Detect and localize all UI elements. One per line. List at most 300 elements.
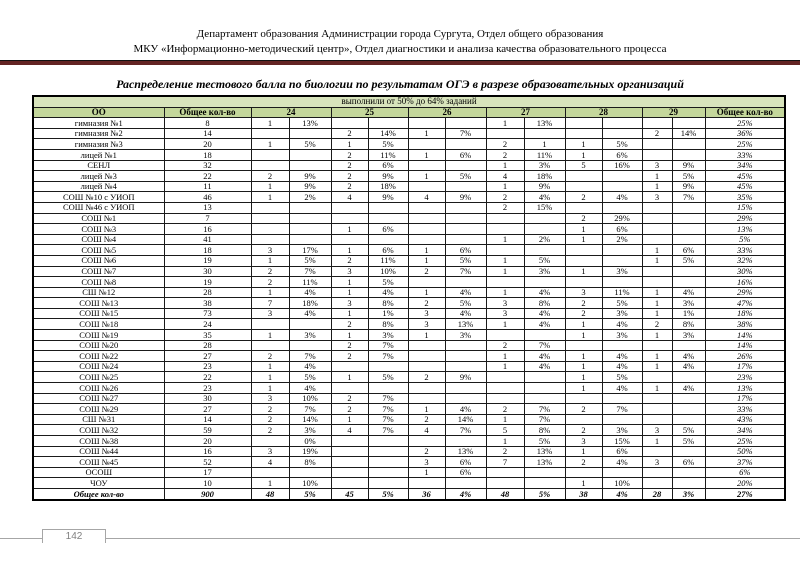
score-cell (251, 467, 289, 478)
score-cell (602, 255, 642, 266)
score-cell: 14% (672, 128, 705, 139)
score-cell (642, 118, 672, 129)
total-count: 13 (164, 202, 251, 213)
score-cell: 2 (565, 308, 602, 319)
score-cell: 5% (289, 488, 331, 499)
total-count: 17 (164, 467, 251, 478)
score-cell: 1 (642, 287, 672, 298)
score-cell: 2 (251, 171, 289, 182)
score-cell: 1 (408, 467, 445, 478)
score-cell: 2 (331, 340, 368, 351)
total-count: 59 (164, 425, 251, 436)
score-cell: 4% (289, 308, 331, 319)
total-count: 27 (164, 404, 251, 415)
score-cell: 7% (445, 425, 486, 436)
score-cell: 3 (408, 457, 445, 468)
total-percent: 25% (705, 118, 785, 129)
score-cell: 5% (289, 372, 331, 383)
score-cell (524, 467, 565, 478)
total-percent: 20% (705, 478, 785, 489)
score-cell (445, 436, 486, 447)
score-cell (486, 330, 524, 341)
score-cell (251, 149, 289, 160)
table-row (33, 340, 785, 351)
score-cell: 1 (642, 181, 672, 192)
score-cell: 28 (642, 488, 672, 499)
table-row (33, 436, 785, 447)
score-cell: 1 (251, 139, 289, 150)
total-count: 23 (164, 383, 251, 394)
score-cell: 13% (524, 446, 565, 457)
score-cell (445, 224, 486, 235)
school-name: СОШ №18 (33, 319, 164, 330)
score-cell: 2 (331, 171, 368, 182)
score-cell: 1 (524, 139, 565, 150)
score-cell: 2 (486, 149, 524, 160)
score-cell (486, 372, 524, 383)
total-count: 8 (164, 118, 251, 129)
score-cell (672, 266, 705, 277)
total-count: 11 (164, 181, 251, 192)
score-cell: 1 (642, 361, 672, 372)
score-cell: 4% (672, 361, 705, 372)
header-line-2: МКУ «Информационно-методический центр», Отдел диагностики и анализа качества образовательного процесса (133, 43, 667, 55)
school-name: СОШ №26 (33, 383, 164, 394)
report-title: Распределение тестового балла по биологии по результатам ОГЭ в разрезе образовательных организаций (116, 77, 684, 91)
score-cell: 2% (524, 234, 565, 245)
score-cell (524, 213, 565, 224)
table-row (33, 181, 785, 192)
score-cell: 1 (331, 308, 368, 319)
score-cell: 2 (251, 277, 289, 288)
score-cell: 3% (602, 308, 642, 319)
score-cell: 5% (445, 255, 486, 266)
score-cell: 2 (331, 404, 368, 415)
score-cell: 4% (672, 351, 705, 362)
score-cell: 4% (602, 319, 642, 330)
total-percent: 27% (705, 488, 785, 499)
total-percent: 13% (705, 383, 785, 394)
score-cell (486, 245, 524, 256)
school-name: СЕНЛ (33, 160, 164, 171)
score-cell: 6% (602, 224, 642, 235)
score-cell: 1 (251, 383, 289, 394)
score-cell: 7% (672, 192, 705, 203)
score-cell (672, 213, 705, 224)
total-count: 30 (164, 393, 251, 404)
total-percent: 30% (705, 266, 785, 277)
score-cell (565, 128, 602, 139)
table-row (33, 234, 785, 245)
score-cell: 9% (289, 181, 331, 192)
score-cell (408, 478, 445, 489)
score-cell (368, 436, 408, 447)
table-row (33, 478, 785, 489)
score-cell: 2 (331, 128, 368, 139)
score-cell (602, 414, 642, 425)
score-cell: 2 (642, 319, 672, 330)
score-cell: 9% (445, 372, 486, 383)
school-name: лицей №4 (33, 181, 164, 192)
score-cell: 5% (524, 436, 565, 447)
score-cell (602, 245, 642, 256)
score-cell: 5% (289, 255, 331, 266)
score-cell (368, 361, 408, 372)
score-cell (445, 340, 486, 351)
school-name: СОШ №27 (33, 393, 164, 404)
school-name: СОШ №38 (33, 436, 164, 447)
score-cell (642, 202, 672, 213)
score-cell: 2 (331, 181, 368, 192)
column-header-29: 29 (642, 107, 705, 118)
score-cell: 4 (408, 425, 445, 436)
total-count: 27 (164, 351, 251, 362)
score-cell: 1 (642, 298, 672, 309)
score-cell: 2 (251, 404, 289, 415)
score-cell: 3 (251, 446, 289, 457)
score-cell: 7% (445, 266, 486, 277)
score-cell: 1 (251, 372, 289, 383)
score-cell (672, 224, 705, 235)
score-cell (672, 372, 705, 383)
score-cell: 4% (524, 351, 565, 362)
school-name: СОШ №3 (33, 224, 164, 235)
results-table (32, 95, 786, 501)
score-cell: 3 (331, 298, 368, 309)
score-cell: 3% (368, 330, 408, 341)
score-cell: 4% (602, 383, 642, 394)
score-cell (602, 171, 642, 182)
score-cell: 5% (368, 372, 408, 383)
score-cell: 2 (331, 160, 368, 171)
score-cell (289, 128, 331, 139)
score-cell: 1% (672, 308, 705, 319)
total-percent: 29% (705, 213, 785, 224)
school-name: СОШ №22 (33, 351, 164, 362)
score-cell: 2 (331, 149, 368, 160)
table-row (33, 404, 785, 415)
score-cell: 6% (445, 467, 486, 478)
score-cell: 15% (602, 436, 642, 447)
table-row (33, 330, 785, 341)
score-cell: 3 (642, 457, 672, 468)
table-row (33, 149, 785, 160)
table-row (33, 171, 785, 182)
score-cell (331, 361, 368, 372)
table-row (33, 488, 785, 499)
score-cell: 2 (331, 393, 368, 404)
score-cell: 7% (289, 404, 331, 415)
score-cell: 3 (642, 192, 672, 203)
score-cell (524, 393, 565, 404)
school-name: СОШ №45 (33, 457, 164, 468)
score-cell (408, 213, 445, 224)
table-row (33, 139, 785, 150)
score-cell: 9% (524, 181, 565, 192)
table-row (33, 287, 785, 298)
score-cell (408, 361, 445, 372)
total-count: 32 (164, 160, 251, 171)
score-cell: 5% (602, 298, 642, 309)
score-cell: 1 (565, 383, 602, 394)
score-cell: 2 (251, 351, 289, 362)
table-row (33, 160, 785, 171)
score-cell (408, 160, 445, 171)
score-cell: 5% (445, 298, 486, 309)
score-cell: 1 (642, 330, 672, 341)
score-cell (524, 128, 565, 139)
score-cell: 3 (642, 425, 672, 436)
total-count: 73 (164, 308, 251, 319)
total-percent: 38% (705, 319, 785, 330)
footer-rule (0, 538, 800, 539)
score-cell: 1 (331, 277, 368, 288)
score-cell (289, 467, 331, 478)
score-cell: 6% (445, 245, 486, 256)
score-cell: 4 (251, 457, 289, 468)
score-cell (565, 245, 602, 256)
score-cell: 1 (565, 330, 602, 341)
total-percent: 25% (705, 139, 785, 150)
school-name: СОШ №10 с УИОП (33, 192, 164, 203)
score-cell: 13% (289, 118, 331, 129)
column-header-total-pct: Общее кол-во (705, 107, 785, 118)
score-cell: 3% (602, 330, 642, 341)
score-cell (445, 139, 486, 150)
score-cell: 4% (445, 404, 486, 415)
score-cell: 5% (672, 255, 705, 266)
score-cell: 2 (408, 446, 445, 457)
score-cell (642, 139, 672, 150)
score-cell (445, 202, 486, 213)
score-cell: 6% (672, 245, 705, 256)
score-cell (408, 181, 445, 192)
total-count: 35 (164, 330, 251, 341)
score-cell: 1 (331, 245, 368, 256)
score-cell: 1 (486, 255, 524, 266)
score-cell (445, 234, 486, 245)
score-cell: 1 (642, 436, 672, 447)
score-cell (289, 234, 331, 245)
score-cell (602, 181, 642, 192)
score-cell: 15% (524, 202, 565, 213)
table-row (33, 202, 785, 213)
score-cell: 1 (642, 255, 672, 266)
score-cell: 5 (565, 160, 602, 171)
score-cell: 1 (251, 255, 289, 266)
score-cell: 8% (524, 298, 565, 309)
score-cell: 6% (445, 457, 486, 468)
score-cell: 7% (368, 404, 408, 415)
score-cell (672, 446, 705, 457)
table-row (33, 414, 785, 425)
score-cell (602, 202, 642, 213)
school-name: СОШ №19 (33, 330, 164, 341)
score-cell: 2 (331, 351, 368, 362)
score-cell: 4% (445, 287, 486, 298)
score-cell: 1 (565, 372, 602, 383)
score-cell: 2 (486, 192, 524, 203)
score-cell: 7 (251, 298, 289, 309)
score-cell: 1 (642, 351, 672, 362)
score-cell: 1 (486, 319, 524, 330)
total-count: 38 (164, 298, 251, 309)
score-cell: 1 (251, 287, 289, 298)
score-cell (486, 128, 524, 139)
score-cell: 9% (672, 160, 705, 171)
score-cell (486, 393, 524, 404)
score-cell: 1 (251, 192, 289, 203)
score-cell: 9% (445, 192, 486, 203)
total-percent: 37% (705, 457, 785, 468)
total-percent: 33% (705, 245, 785, 256)
score-cell: 1 (251, 330, 289, 341)
score-cell: 3% (672, 330, 705, 341)
score-cell: 3% (672, 488, 705, 499)
header-line-1: Департамент образования Администрации города Сургута, Отдел общего образования (196, 28, 604, 40)
score-cell: 5% (445, 171, 486, 182)
score-cell: 2 (565, 404, 602, 415)
score-cell: 9% (368, 192, 408, 203)
score-cell: 2 (408, 266, 445, 277)
total-percent: 33% (705, 404, 785, 415)
score-cell (672, 118, 705, 129)
score-cell: 3% (289, 330, 331, 341)
column-header-26: 26 (408, 107, 486, 118)
column-header-28: 28 (565, 107, 642, 118)
score-cell: 0% (289, 436, 331, 447)
score-cell: 2% (602, 234, 642, 245)
score-cell (251, 319, 289, 330)
table-row (33, 425, 785, 436)
score-cell: 7% (368, 351, 408, 362)
score-cell (642, 277, 672, 288)
score-cell (565, 255, 602, 266)
score-cell (408, 234, 445, 245)
school-name: лицей №3 (33, 171, 164, 182)
score-cell (642, 213, 672, 224)
table-row (33, 277, 785, 288)
school-name: СШ №12 (33, 287, 164, 298)
total-percent: 33% (705, 149, 785, 160)
score-cell: 2 (331, 255, 368, 266)
score-cell: 48 (486, 488, 524, 499)
score-cell (289, 224, 331, 235)
score-cell: 1 (486, 414, 524, 425)
score-cell: 4% (289, 287, 331, 298)
score-cell (445, 361, 486, 372)
score-cell (445, 478, 486, 489)
score-cell: 1 (486, 361, 524, 372)
score-cell (251, 213, 289, 224)
score-cell: 3 (251, 393, 289, 404)
score-cell: 16% (602, 160, 642, 171)
score-cell (642, 393, 672, 404)
score-cell (524, 478, 565, 489)
score-cell: 1 (486, 436, 524, 447)
total-count: 19 (164, 277, 251, 288)
total-count: 30 (164, 266, 251, 277)
score-cell: 2 (642, 128, 672, 139)
score-cell: 14% (289, 414, 331, 425)
score-cell (289, 213, 331, 224)
score-cell (445, 351, 486, 362)
score-cell: 1 (251, 181, 289, 192)
score-cell (289, 340, 331, 351)
score-cell: 4% (524, 361, 565, 372)
score-cell: 3 (642, 160, 672, 171)
score-cell: 7% (445, 128, 486, 139)
score-cell: 18% (368, 181, 408, 192)
total-percent: 26% (705, 351, 785, 362)
score-cell: 1 (408, 149, 445, 160)
score-cell: 2 (565, 192, 602, 203)
score-cell: 7% (368, 425, 408, 436)
total-count: 18 (164, 245, 251, 256)
score-cell: 45 (331, 488, 368, 499)
page-number-tab (42, 529, 106, 543)
score-cell: 1 (408, 171, 445, 182)
score-cell (642, 372, 672, 383)
score-cell (642, 404, 672, 415)
total-percent: 13% (705, 224, 785, 235)
score-cell (672, 404, 705, 415)
score-cell: 11% (368, 255, 408, 266)
total-count: 20 (164, 436, 251, 447)
table-row (33, 457, 785, 468)
score-cell (672, 393, 705, 404)
score-cell: 3 (408, 308, 445, 319)
score-cell: 11% (524, 149, 565, 160)
score-cell (486, 224, 524, 235)
score-cell: 2 (565, 425, 602, 436)
score-cell: 2 (331, 319, 368, 330)
score-cell (602, 277, 642, 288)
score-cell (524, 224, 565, 235)
score-cell: 4% (524, 319, 565, 330)
score-cell: 7 (486, 457, 524, 468)
header-divider-rule (0, 60, 800, 65)
score-cell: 29% (602, 213, 642, 224)
total-percent: 17% (705, 393, 785, 404)
school-name: гимназия №2 (33, 128, 164, 139)
school-name: СОШ №1 (33, 213, 164, 224)
score-cell (486, 467, 524, 478)
score-cell: 4% (672, 287, 705, 298)
score-cell: 1 (565, 361, 602, 372)
score-cell: 4% (672, 383, 705, 394)
score-cell: 3% (602, 266, 642, 277)
score-cell (642, 224, 672, 235)
score-cell: 1 (565, 478, 602, 489)
total-percent: 14% (705, 340, 785, 351)
score-cell: 5% (289, 139, 331, 150)
score-cell (642, 478, 672, 489)
table-row (33, 308, 785, 319)
document-header (0, 27, 800, 57)
score-cell: 2 (486, 340, 524, 351)
total-count: 41 (164, 234, 251, 245)
score-cell (445, 213, 486, 224)
score-cell (331, 213, 368, 224)
score-cell: 7% (524, 340, 565, 351)
score-cell (672, 467, 705, 478)
table-row (33, 361, 785, 372)
table-row (33, 298, 785, 309)
score-cell (251, 128, 289, 139)
score-cell: 4% (524, 192, 565, 203)
score-cell: 11% (602, 287, 642, 298)
